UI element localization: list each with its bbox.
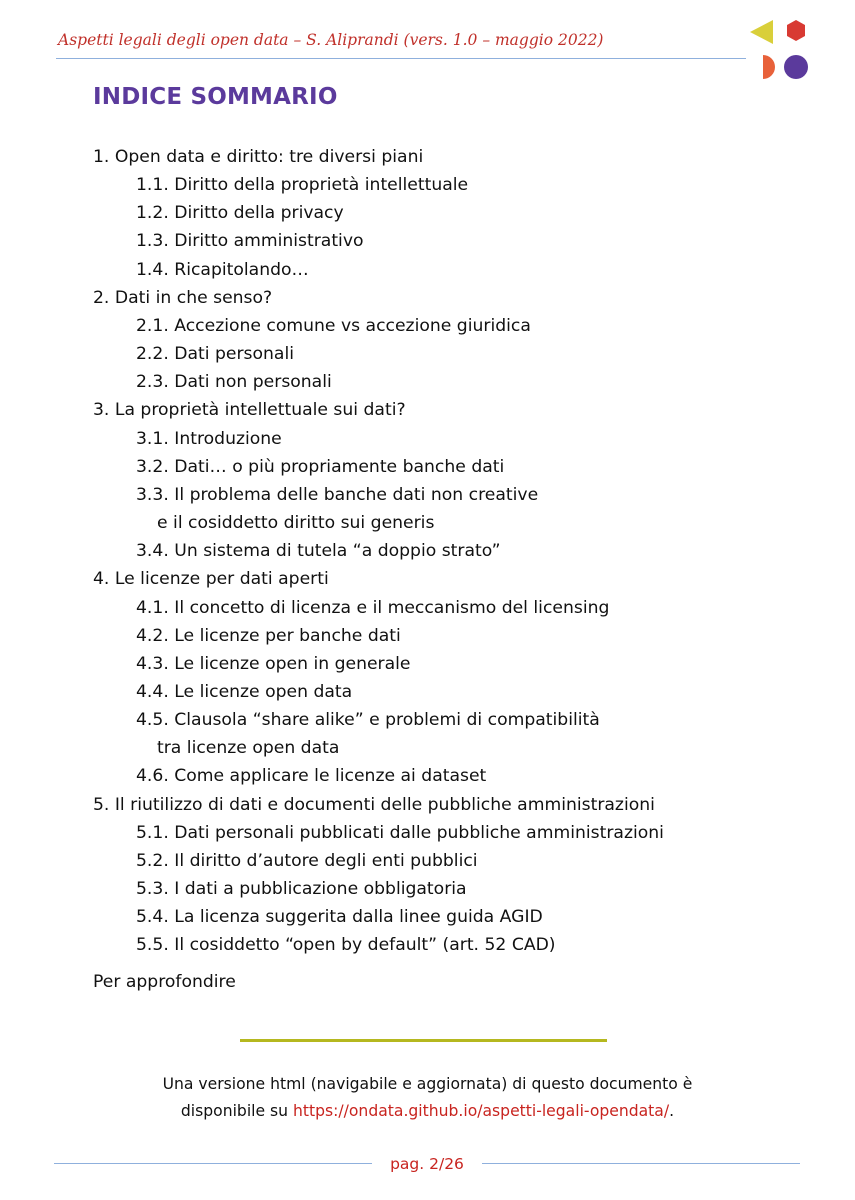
ondata-logo-icon [748,18,812,82]
page-number: pag. 2/26 [390,1155,464,1173]
toc-section[interactable]: 5.3. I dati a pubblicazione obbligatoria [136,879,467,900]
toc-section[interactable]: 5.1. Dati personali pubblicati dalle pubbliche amministrazioni [136,822,664,843]
toc-section[interactable]: 5.2. Il diritto d’autore degli enti pubblici [136,850,478,871]
note-prefix: disponibile su [180,1102,293,1120]
olive-divider [240,1039,607,1042]
toc-section[interactable]: 3.4. Un sistema di tutela “a doppio strato” [136,541,501,562]
toc-list [93,143,664,960]
logo-yellow-triangle [750,20,773,44]
running-header: Aspetti legali degli open data – S. Aliprandi (vers. 1.0 – maggio 2022) [58,31,604,49]
toc-further-reading[interactable]: Per approfondire [93,972,236,992]
toc-section-continuation[interactable]: tra licenze open data [157,738,340,759]
toc-chapter[interactable]: 2. Dati in che senso? [93,287,273,308]
toc-section[interactable]: 3.1. Introduzione [136,428,282,449]
footer-rule-right [482,1163,800,1164]
toc-section[interactable]: 5.4. La licenza suggerita dalla linee guida AGID [136,907,543,928]
toc-section[interactable]: 4.2. Le licenze per banche dati [136,625,401,646]
toc-section[interactable]: 2.1. Accezione comune vs accezione giuridica [136,315,531,336]
toc-section[interactable]: 3.2. Dati… o più propriamente banche dati [136,456,505,477]
note-line-2 [0,1098,855,1125]
toc-section[interactable]: 1.2. Diritto della privacy [136,203,344,224]
toc-section[interactable]: 5.5. Il cosiddetto “open by default” (art. 52 CAD) [136,935,556,956]
logo-purple-circle [784,55,808,79]
html-version-note [0,1071,855,1125]
toc-section-continuation[interactable]: e il cosiddetto diritto sui generis [157,513,435,534]
toc-section[interactable]: 4.4. Le licenze open data [136,681,353,702]
header-rule [56,58,746,59]
toc-section[interactable]: 2.3. Dati non personali [136,372,332,393]
toc-section[interactable]: 4.1. Il concetto di licenza e il meccanismo del licensing [136,597,610,618]
toc-chapter[interactable]: 4. Le licenze per dati aperti [93,569,329,590]
toc-chapter[interactable]: 3. La proprietà intellettuale sui dati? [93,400,406,421]
footer-rule-left [54,1163,372,1164]
toc-section[interactable]: 1.4. Ricapitolando… [136,259,309,280]
toc-title: INDICE SOMMARIO [93,84,338,110]
toc-section[interactable]: 1.1. Diritto della proprietà intellettuale [136,175,469,196]
toc-section[interactable]: 4.5. Clausola “share alike” e problemi di compatibilità [136,710,600,731]
toc-section[interactable]: 2.2. Dati personali [136,344,295,365]
toc-section[interactable]: 4.3. Le licenze open in generale [136,653,411,674]
toc-chapter[interactable]: 5. Il riutilizzo di dati e documenti delle pubbliche amministrazioni [93,794,655,815]
logo-orange-half-circle [763,55,775,79]
toc-section[interactable]: 3.3. Il problema delle banche dati non creative [136,484,539,505]
toc-section[interactable]: 1.3. Diritto amministrativo [136,231,364,252]
note-suffix: . [669,1102,675,1120]
logo-red-hexagon [787,20,805,41]
toc-chapter[interactable]: 1. Open data e diritto: tre diversi piani [93,147,424,167]
note-line-1: Una versione html (navigabile e aggiornata) di questo documento è [162,1075,693,1093]
toc-section[interactable]: 4.6. Come applicare le licenze ai dataset [136,766,487,787]
html-version-link[interactable]: https://ondata.github.io/aspetti-legali-opendata/ [293,1102,670,1120]
